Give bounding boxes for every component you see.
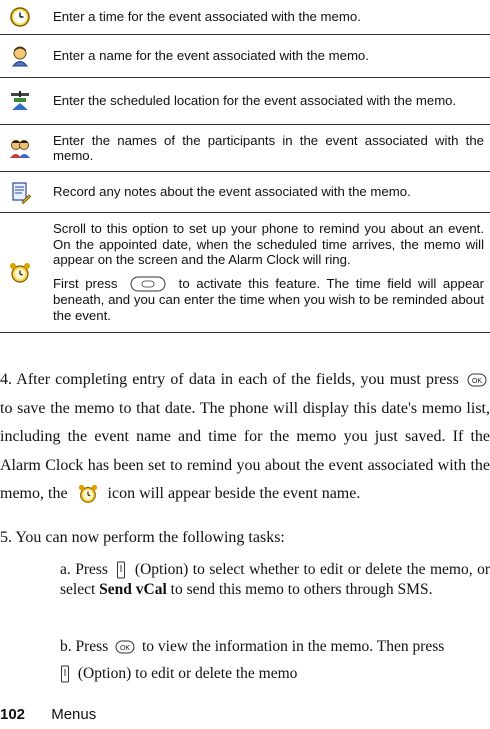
- sub-a-suffix: to send this memo to others through SMS.: [170, 581, 433, 598]
- alarm-activate-prefix: First press: [53, 275, 118, 291]
- alarm-activate-instruction: [53, 276, 484, 324]
- alarm-clock-icon: [8, 261, 32, 285]
- alarm-activate-suffix: to activate this feature. The time field will appear beneath, and you can enter the time when you wish to be reminded about the event.: [53, 275, 484, 323]
- page-footer: [0, 706, 490, 723]
- field-description-alarm: [49, 213, 490, 333]
- section-name: Menus: [51, 706, 97, 723]
- alarm-description: Scroll to this option to set up your phone to remind you about an event. On the appointed date, when the scheduled time arrives, the memo will appear on the screen and the Alarm Clock will ring.: [53, 221, 484, 267]
- alarm-clock-icon: [76, 483, 100, 505]
- field-row-participants: [0, 125, 490, 172]
- option-label: Option: [83, 665, 127, 682]
- step-4-middle: to save the memo to that date. The phone will display this date's memo list, including the event name and time for the memo you just saved. If the Alarm Clock has been set to remind you about the event associated with the memo, the: [0, 399, 490, 502]
- option-label: Option: [140, 561, 184, 578]
- field-row-time: [0, 0, 490, 35]
- sub-a-prefix: a. Press: [60, 561, 108, 578]
- person-icon: [8, 44, 32, 68]
- center-key-icon: [130, 276, 166, 292]
- sub-b-prefix: b. Press: [60, 638, 109, 655]
- soft-key-icon: [116, 561, 126, 579]
- notes-icon: [8, 180, 32, 204]
- field-row-name: [0, 35, 490, 78]
- field-description: Enter the scheduled location for the event associated with the memo.: [49, 78, 490, 125]
- step-4-prefix: 4. After completing entry of data in each of the fields, you must press: [0, 371, 459, 388]
- field-row-alarm: [0, 213, 490, 333]
- sub-b-suffix: to edit or delete the memo: [135, 665, 298, 682]
- location-icon: [8, 89, 32, 113]
- field-row-location: [0, 78, 490, 125]
- ok-key-icon: [115, 640, 135, 654]
- svg-text:OK: OK: [471, 378, 483, 386]
- step-5-paragraph: 5. You can now perform the following tasks:: [0, 529, 285, 546]
- memo-fields-table: [0, 0, 490, 333]
- field-description: Enter the names of the participants in the event associated with the memo.: [49, 125, 490, 172]
- ok-key-icon: [467, 373, 487, 387]
- field-description: Record any notes about the event associated with the memo.: [49, 172, 490, 213]
- step-4-paragraph: [0, 366, 490, 509]
- clock-icon: [8, 5, 32, 29]
- page-number: 102: [0, 706, 26, 723]
- send-vcal-label: Send vCal: [99, 581, 167, 598]
- participants-icon: [8, 136, 32, 160]
- field-description: Enter a name for the event associated with the memo.: [49, 35, 490, 78]
- sub-a-middle: to select whether to edit or delete the memo, or select: [60, 561, 490, 598]
- field-description: Enter a time for the event associated with the memo.: [49, 0, 490, 35]
- step-4-suffix: icon will appear beside the event name.: [107, 485, 361, 502]
- soft-key-icon: [60, 665, 70, 683]
- sub-step-b: b. Press OK to view the information in the memo. Then press (Option) to edit or delete the memo: [60, 638, 445, 682]
- sub-step-a: a. Press (Option) to select whether to edit or delete the memo, or select Send vCal to send this memo to others through SMS.: [60, 561, 490, 598]
- svg-text:OK: OK: [120, 645, 131, 653]
- sub-b-middle: to view the information in the memo. Then press: [141, 638, 445, 655]
- field-row-notes: [0, 172, 490, 213]
